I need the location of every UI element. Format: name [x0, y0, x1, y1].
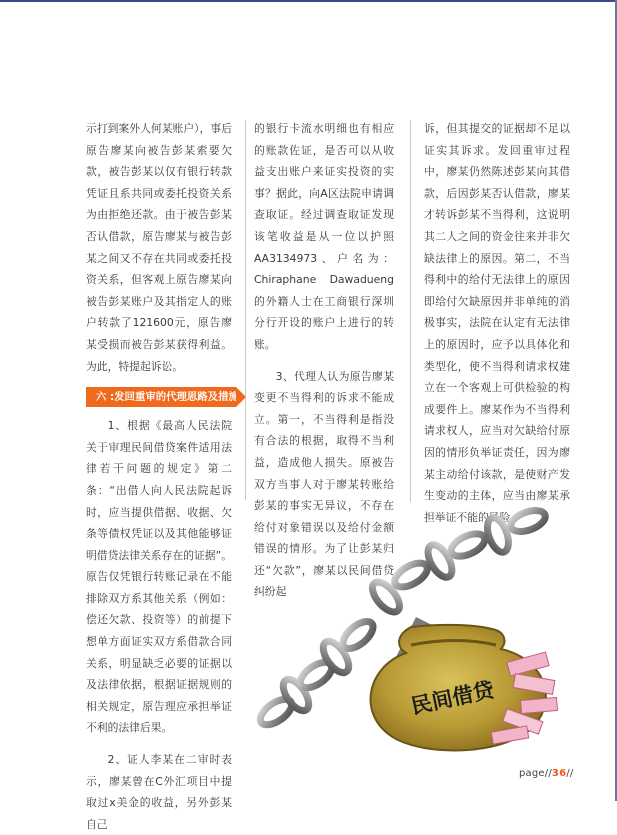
illustration-svg: [246, 507, 568, 754]
page-number-suffix: //: [566, 768, 574, 779]
paragraph-point-2-continued: 的银行卡流水明细也有相应的账款佐证，是否可以从收益支出账户来证实投资的实事？据此，向A区法院申请调查取证。经过调查取证发现该笔收益是从一位以护照AA3134973、户名为：Chiraphane Dawadueng的外籍人士在工商银行深圳分行开设的账户上进行的转账。: [254, 122, 394, 351]
chained-money-bag-illustration: [246, 507, 568, 754]
paragraph-point-2-start: 2、证人李某在二审时表示，廖某曾在C外汇项目中提取过x美金的收益，另外彭某自己: [86, 753, 232, 831]
text-column-left: [86, 118, 239, 835]
page-number-value: 36: [551, 768, 567, 779]
bag-label: 民间借贷: [408, 677, 497, 719]
text-column-right: [424, 118, 570, 528]
paragraph-point-1: 1、根据《最高人民法院关于审理民间借贷案件适用法律若干问题的规定》第二条：“出借人向人民法院起诉时，应当提供借据、收据、欠条等债权凭证以及其他能够证明借贷法律关系存在的证据”。原告仅凭银行转账记录在不能排除双方系其他关系（例如：偿还欠款、投资等）的前提下想单方面证实双方系借款合同关系，明显缺乏必要的证据以及法律依据，根据证据规则的相关规定，原告理应承担举证不利的法律后果。: [86, 419, 232, 735]
paragraph-point-3-continued: 诉，但其提交的证据却不足以证实其诉求。发回重审过程中，廖某仍然陈述彭某向其借款，后因彭某否认借款，廖某才转诉彭某不当得利，这说明其二人之间的资金往来并非欠缺法律上的原因。第二，不当得利中的给付无法律上的原因即给付欠缺原因并非单纯的消极事实，法院在认定有无法律上的原因时，应予以具体化和类型化，使不当得利请求权建立在一个客观上可供检验的构成要件上。廖某作为不当得利请求权人，应当对欠缺给付原因的情形负举证责任，因为廖某主动给付该款，是使财产发生变动的主体，应当由廖某承担举证不能的风险。: [424, 122, 570, 524]
page-number: [519, 768, 573, 779]
column-divider-right: [410, 120, 411, 502]
paragraph-point-3: 3、代理人认为原告廖某变更不当得利的诉求不能成立。第一，不当得利是指没有合法的根据，取得不当利益，造成他人损失。原被告双方当事人对于廖某转账给彭某的事实无异议，不存在给付对象错误以及给付金额错误的情形。为了让彭某归还“欠款”，廖某以民间借贷纠纷起: [254, 369, 394, 599]
top-border-line: [0, 0, 617, 2]
paragraph-intro-continued: 示打到案外人何某账户），事后原告廖某向被告彭某索要欠款，被告彭某以仅有银行转款凭证且系共同或委托投资关系为由拒绝还款。由于被告彭某否认借款，原告廖某与被告彭某之间又不存在共同或委托投资关系，但客观上原告廖某向被告彭某账户及其指定人的账户转款了121600元，原告廖某受损而被告彭某获得利益。为此，特提起诉讼。: [86, 122, 232, 373]
section-heading: 六 :发回重审的代理思路及措施: [86, 387, 236, 407]
column-divider-left: [245, 120, 246, 500]
page-number-prefix: page//: [519, 768, 552, 779]
